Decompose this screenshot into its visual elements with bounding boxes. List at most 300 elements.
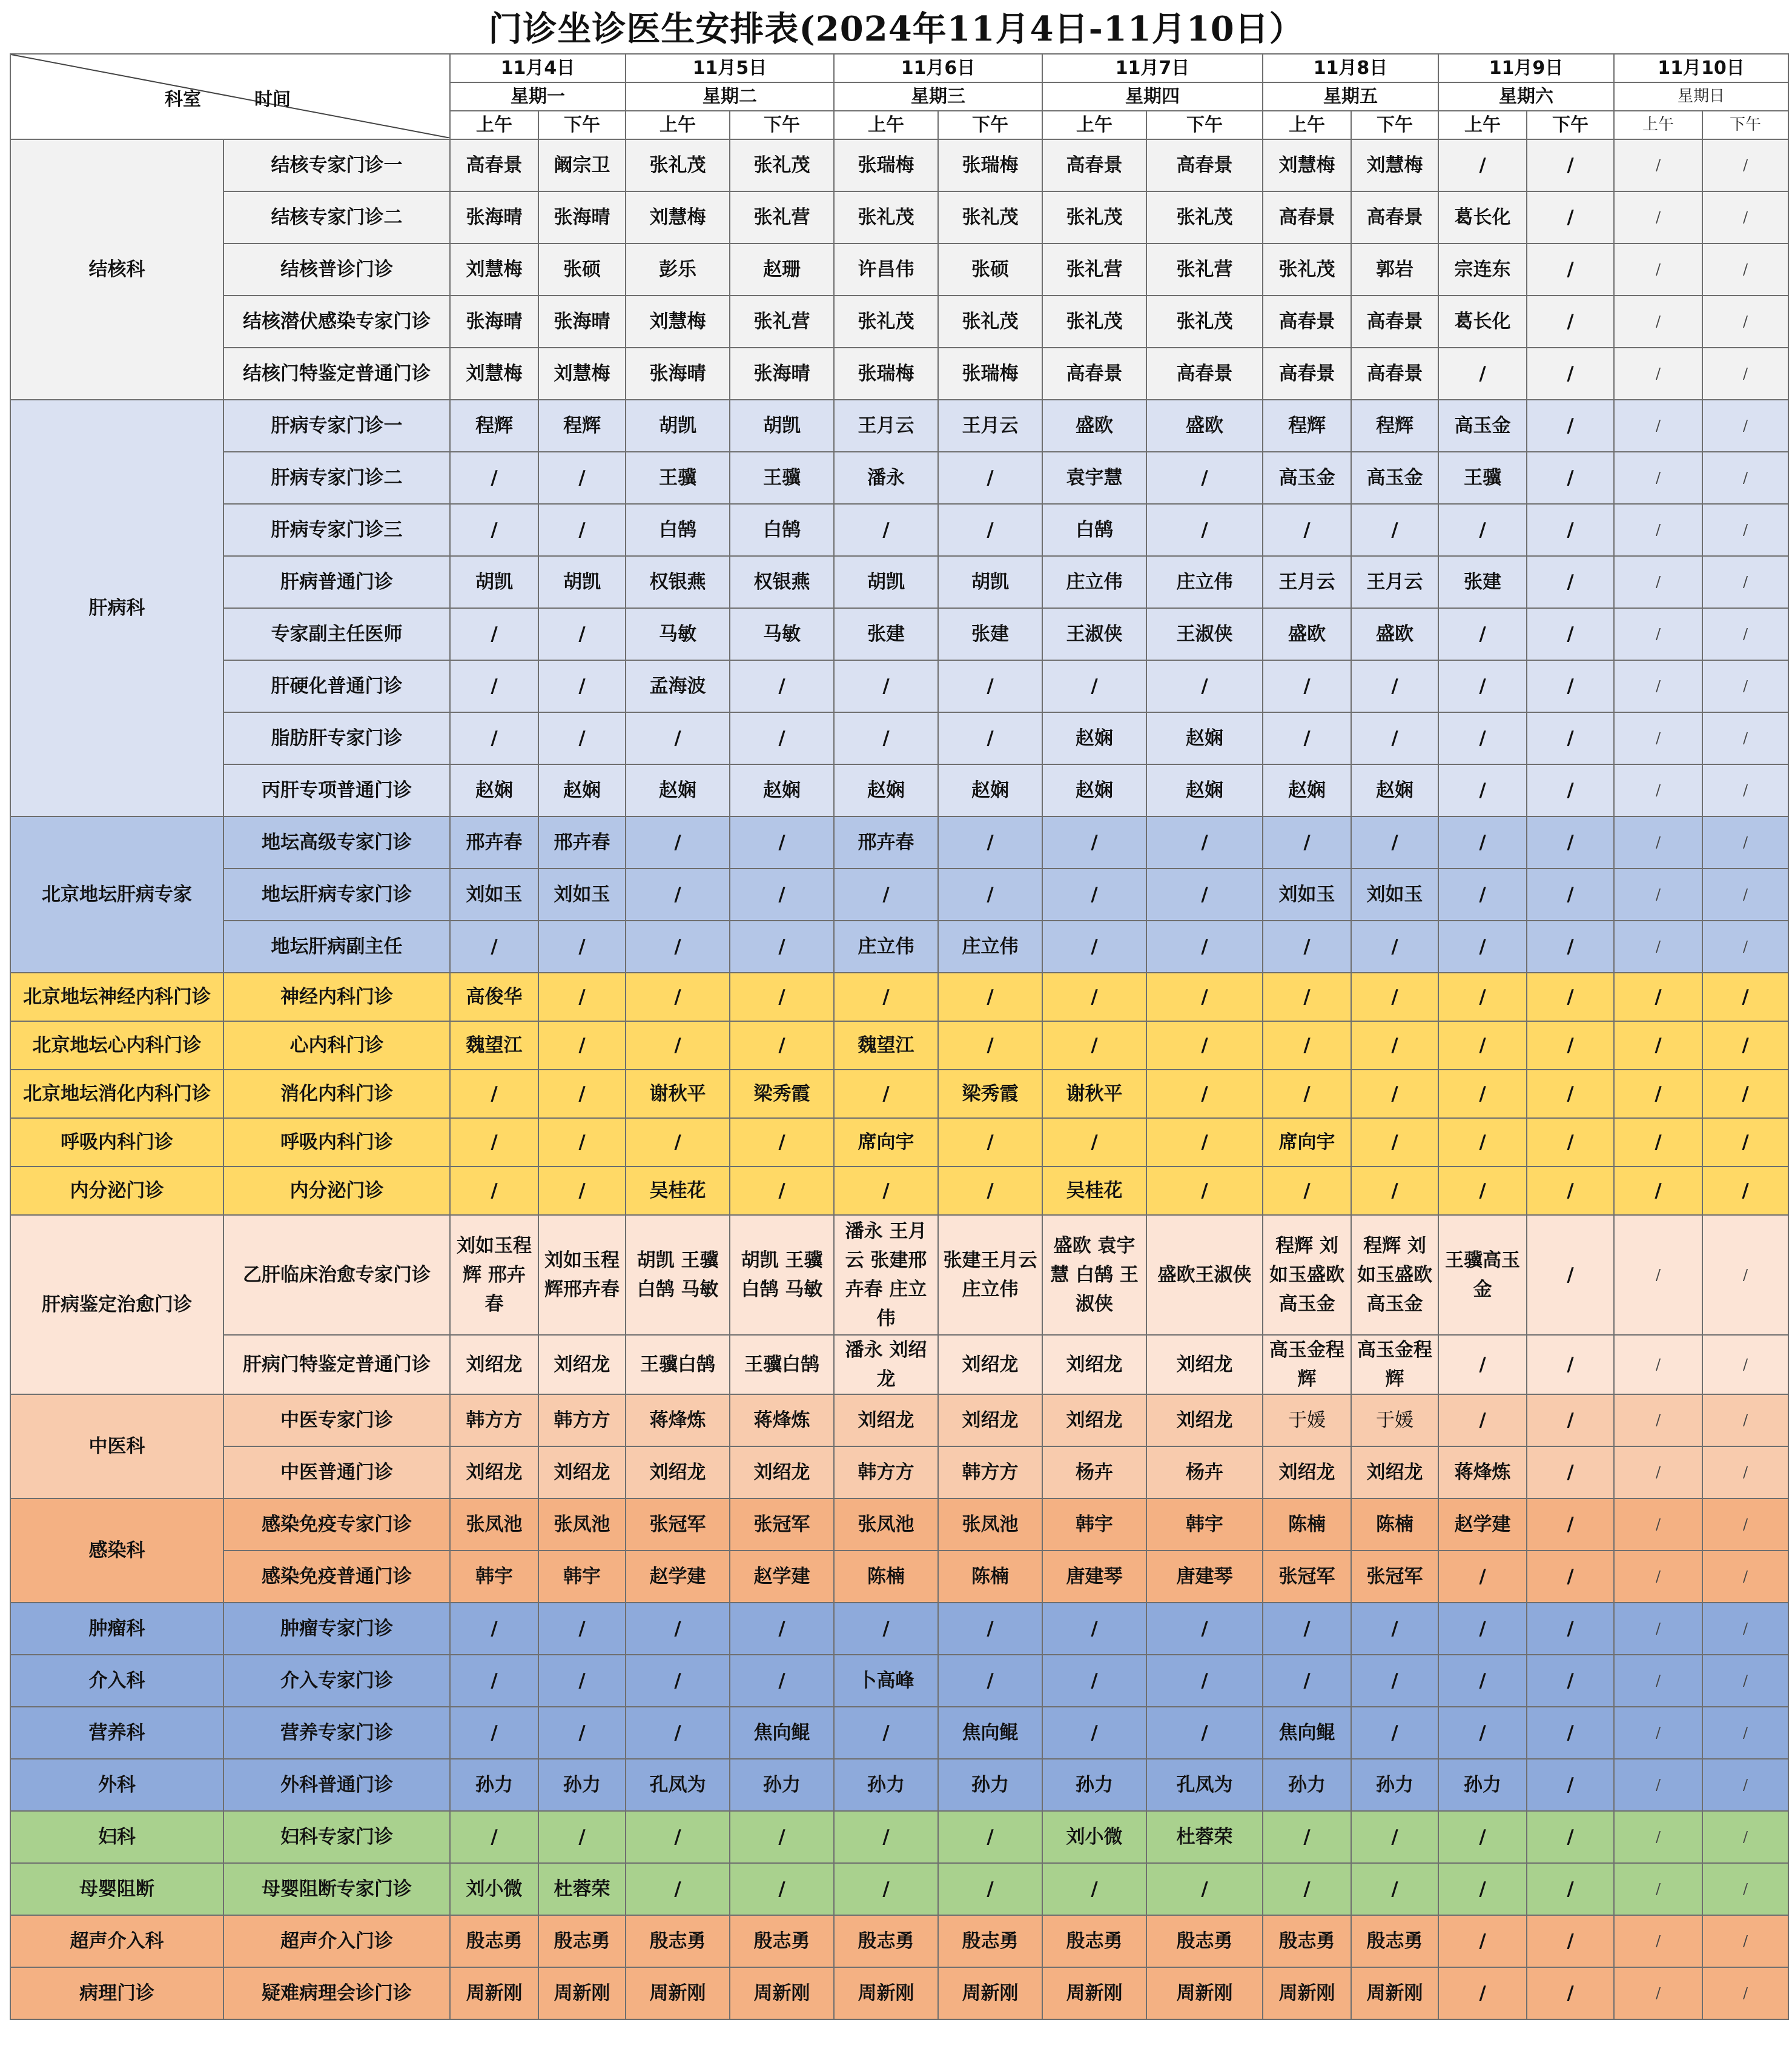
schedule-cell: 殷志勇 bbox=[730, 1915, 834, 1967]
department-cell: 肝病鉴定治愈门诊 bbox=[10, 1215, 223, 1394]
clinic-cell: 地坛肝病专家门诊 bbox=[223, 869, 450, 921]
schedule-cell: 赵珊 bbox=[730, 243, 834, 296]
schedule-cell: 王骥白鹄 bbox=[626, 1335, 730, 1394]
schedule-cell: / bbox=[538, 1811, 626, 1863]
schedule-cell: 席向宇 bbox=[834, 1118, 938, 1167]
schedule-cell: 孟海波 bbox=[626, 660, 730, 712]
schedule-cell: 孙力 bbox=[1263, 1759, 1351, 1811]
schedule-cell: 张礼茂 bbox=[834, 191, 938, 243]
header-weekday: 星期五 bbox=[1263, 82, 1438, 111]
schedule-cell: / bbox=[1527, 348, 1614, 400]
department-cell: 营养科 bbox=[10, 1707, 223, 1759]
schedule-cell: / bbox=[1702, 1863, 1788, 1915]
schedule-cell: / bbox=[1702, 296, 1788, 348]
clinic-cell: 介入专家门诊 bbox=[223, 1655, 450, 1707]
schedule-cell: / bbox=[1438, 1811, 1527, 1863]
schedule-cell: / bbox=[1614, 1603, 1702, 1655]
schedule-cell: 赵娴 bbox=[450, 764, 538, 816]
schedule-cell: 韩宇 bbox=[538, 1551, 626, 1603]
clinic-cell: 疑难病理会诊门诊 bbox=[223, 1967, 450, 2019]
schedule-cell: / bbox=[1438, 1707, 1527, 1759]
schedule-cell: 刘如玉 bbox=[450, 869, 538, 921]
schedule-cell: / bbox=[1527, 1498, 1614, 1551]
schedule-cell: 张建 bbox=[1438, 556, 1527, 608]
schedule-body bbox=[10, 54, 1788, 2019]
schedule-cell: 庄立伟 bbox=[1146, 556, 1263, 608]
schedule-cell: / bbox=[938, 1811, 1042, 1863]
clinic-cell: 超声介入门诊 bbox=[223, 1915, 450, 1967]
schedule-cell: / bbox=[1614, 764, 1702, 816]
schedule-cell: / bbox=[1527, 243, 1614, 296]
schedule-cell: / bbox=[1438, 1863, 1527, 1915]
schedule-cell: 张冠军 bbox=[730, 1498, 834, 1551]
schedule-cell: 周新刚 bbox=[1042, 1967, 1146, 2019]
schedule-cell: / bbox=[1527, 1446, 1614, 1498]
schedule-cell: 张凤池 bbox=[450, 1498, 538, 1551]
schedule-cell: 张海晴 bbox=[450, 191, 538, 243]
schedule-cell: / bbox=[1614, 712, 1702, 764]
schedule-cell: 张礼茂 bbox=[1263, 243, 1351, 296]
schedule-cell: 赵娴 bbox=[1351, 764, 1438, 816]
schedule-cell: / bbox=[1527, 1335, 1614, 1394]
schedule-cell: / bbox=[1042, 921, 1146, 973]
schedule-cell: / bbox=[1614, 1707, 1702, 1759]
department-cell: 北京地坛肝病专家 bbox=[10, 816, 223, 973]
schedule-cell: / bbox=[1702, 816, 1788, 869]
schedule-cell: / bbox=[626, 816, 730, 869]
schedule-cell: 邢卉春 bbox=[538, 816, 626, 869]
schedule-cell: 孙力 bbox=[450, 1759, 538, 1811]
schedule-cell: 周新刚 bbox=[450, 1967, 538, 2019]
table-row bbox=[10, 400, 1788, 452]
schedule-cell: / bbox=[938, 452, 1042, 504]
table-row bbox=[10, 1707, 1788, 1759]
schedule-cell: / bbox=[1527, 1655, 1614, 1707]
schedule-cell: 蒋烽炼 bbox=[730, 1394, 834, 1446]
table-row bbox=[10, 296, 1788, 348]
schedule-cell: / bbox=[1263, 1603, 1351, 1655]
schedule-cell: / bbox=[1614, 504, 1702, 556]
schedule-cell: / bbox=[1042, 1118, 1146, 1167]
clinic-cell: 心内科门诊 bbox=[223, 1021, 450, 1070]
schedule-cell: / bbox=[450, 1707, 538, 1759]
schedule-cell: / bbox=[1438, 1335, 1527, 1394]
schedule-cell: 刘如玉 bbox=[1263, 869, 1351, 921]
schedule-cell: / bbox=[1263, 816, 1351, 869]
department-cell: 内分泌门诊 bbox=[10, 1167, 223, 1215]
schedule-cell: / bbox=[834, 973, 938, 1021]
schedule-cell: 刘绍龙 bbox=[938, 1335, 1042, 1394]
department-cell: 外科 bbox=[10, 1759, 223, 1811]
clinic-cell: 神经内科门诊 bbox=[223, 973, 450, 1021]
table-row bbox=[10, 1446, 1788, 1498]
schedule-cell: 周新刚 bbox=[834, 1967, 938, 2019]
schedule-cell: / bbox=[1438, 608, 1527, 660]
schedule-cell: / bbox=[1438, 1967, 1527, 2019]
schedule-cell: 刘慧梅 bbox=[1263, 139, 1351, 191]
schedule-cell: / bbox=[1527, 400, 1614, 452]
schedule-cell: 阚宗卫 bbox=[538, 139, 626, 191]
header-date: 11月7日 bbox=[1042, 54, 1263, 82]
schedule-cell: 邢卉春 bbox=[450, 816, 538, 869]
schedule-cell: 刘慧梅 bbox=[626, 191, 730, 243]
schedule-cell: 殷志勇 bbox=[834, 1915, 938, 1967]
clinic-cell: 脂肪肝专家门诊 bbox=[223, 712, 450, 764]
schedule-cell: 刘如玉 bbox=[1351, 869, 1438, 921]
schedule-cell: / bbox=[730, 869, 834, 921]
schedule-cell: 葛长化 bbox=[1438, 191, 1527, 243]
schedule-cell: 张礼营 bbox=[1042, 243, 1146, 296]
header-am: 上午 bbox=[834, 111, 938, 139]
schedule-cell: / bbox=[1438, 869, 1527, 921]
schedule-cell: / bbox=[1614, 1498, 1702, 1551]
schedule-cell: / bbox=[1042, 1021, 1146, 1070]
schedule-cell: 白鹄 bbox=[730, 504, 834, 556]
schedule-cell: 张海晴 bbox=[450, 296, 538, 348]
department-cell: 肿瘤科 bbox=[10, 1603, 223, 1655]
header-pm: 下午 bbox=[1527, 111, 1614, 139]
schedule-cell: 胡凯 bbox=[450, 556, 538, 608]
header-weekday: 星期一 bbox=[450, 82, 626, 111]
schedule-cell: / bbox=[1527, 139, 1614, 191]
schedule-cell: / bbox=[626, 973, 730, 1021]
schedule-cell: / bbox=[538, 921, 626, 973]
schedule-cell: 赵学建 bbox=[730, 1551, 834, 1603]
schedule-cell: / bbox=[938, 1603, 1042, 1655]
clinic-cell: 肝硬化普通门诊 bbox=[223, 660, 450, 712]
schedule-cell: 刘绍龙 bbox=[730, 1446, 834, 1498]
schedule-cell: 刘绍龙 bbox=[626, 1446, 730, 1498]
table-row bbox=[10, 1863, 1788, 1915]
schedule-cell: / bbox=[1263, 1070, 1351, 1118]
schedule-cell: / bbox=[1146, 1603, 1263, 1655]
schedule-cell: 蒋烽炼 bbox=[626, 1394, 730, 1446]
schedule-cell: 张礼茂 bbox=[938, 191, 1042, 243]
schedule-cell: 高春景 bbox=[1351, 296, 1438, 348]
table-row bbox=[10, 191, 1788, 243]
schedule-cell: 盛欧 bbox=[1263, 608, 1351, 660]
department-cell: 介入科 bbox=[10, 1655, 223, 1707]
schedule-cell: 高春景 bbox=[1263, 348, 1351, 400]
department-cell: 中医科 bbox=[10, 1394, 223, 1498]
schedule-cell: 刘绍龙 bbox=[1146, 1335, 1263, 1394]
schedule-cell: / bbox=[450, 504, 538, 556]
header-row-dates bbox=[10, 54, 1788, 82]
schedule-cell: 刘如玉 bbox=[538, 869, 626, 921]
schedule-cell: / bbox=[1702, 764, 1788, 816]
schedule-cell: 程辉 刘如玉盛欧 高玉金 bbox=[1263, 1215, 1351, 1335]
schedule-cell: 孙力 bbox=[1351, 1759, 1438, 1811]
schedule-cell: 彭乐 bbox=[626, 243, 730, 296]
schedule-cell: / bbox=[1351, 1021, 1438, 1070]
schedule-cell: / bbox=[1527, 1118, 1614, 1167]
department-cell: 超声介入科 bbox=[10, 1915, 223, 1967]
schedule-cell: / bbox=[1146, 1167, 1263, 1215]
schedule-cell: / bbox=[538, 1707, 626, 1759]
schedule-cell: / bbox=[1702, 452, 1788, 504]
schedule-cell: 殷志勇 bbox=[450, 1915, 538, 1967]
schedule-cell: 袁宇慧 bbox=[1042, 452, 1146, 504]
schedule-cell: / bbox=[730, 973, 834, 1021]
schedule-cell: 刘绍龙 bbox=[450, 1446, 538, 1498]
schedule-cell: / bbox=[450, 1070, 538, 1118]
clinic-cell: 地坛高级专家门诊 bbox=[223, 816, 450, 869]
schedule-cell: / bbox=[1146, 504, 1263, 556]
schedule-cell: / bbox=[834, 1863, 938, 1915]
schedule-cell: / bbox=[1263, 1021, 1351, 1070]
schedule-cell: / bbox=[938, 1021, 1042, 1070]
schedule-cell: / bbox=[626, 921, 730, 973]
schedule-cell: / bbox=[1438, 1167, 1527, 1215]
schedule-cell: / bbox=[938, 504, 1042, 556]
schedule-cell: 唐建琴 bbox=[1146, 1551, 1263, 1603]
clinic-cell: 外科普通门诊 bbox=[223, 1759, 450, 1811]
schedule-cell: 张礼营 bbox=[1146, 243, 1263, 296]
schedule-cell: 韩方方 bbox=[538, 1394, 626, 1446]
schedule-cell: / bbox=[1263, 660, 1351, 712]
table-row bbox=[10, 1394, 1788, 1446]
header-am: 上午 bbox=[1614, 111, 1702, 139]
schedule-cell: 王骥 bbox=[730, 452, 834, 504]
schedule-cell: / bbox=[1614, 1215, 1702, 1335]
schedule-cell: / bbox=[538, 1603, 626, 1655]
header-date: 11月9日 bbox=[1438, 54, 1614, 82]
table-row bbox=[10, 1603, 1788, 1655]
schedule-cell: / bbox=[1702, 1655, 1788, 1707]
schedule-cell: 高春景 bbox=[1351, 191, 1438, 243]
schedule-cell: / bbox=[1351, 921, 1438, 973]
schedule-cell: 程辉 bbox=[538, 400, 626, 452]
schedule-cell: / bbox=[626, 869, 730, 921]
schedule-cell: 程辉 刘如玉盛欧 高玉金 bbox=[1351, 1215, 1438, 1335]
schedule-cell: 张建 bbox=[938, 608, 1042, 660]
schedule-cell: / bbox=[1702, 1759, 1788, 1811]
schedule-cell: 王骥白鹄 bbox=[730, 1335, 834, 1394]
schedule-cell: / bbox=[1614, 973, 1702, 1021]
schedule-cell: / bbox=[1527, 608, 1614, 660]
schedule-cell: 盛欧王淑侠 bbox=[1146, 1215, 1263, 1335]
schedule-cell: 刘绍龙 bbox=[450, 1335, 538, 1394]
schedule-cell: 赵娴 bbox=[730, 764, 834, 816]
schedule-cell: / bbox=[1351, 1070, 1438, 1118]
schedule-cell: / bbox=[1702, 556, 1788, 608]
schedule-cell: 郭岩 bbox=[1351, 243, 1438, 296]
schedule-cell: 殷志勇 bbox=[1351, 1915, 1438, 1967]
department-cell: 北京地坛消化内科门诊 bbox=[10, 1070, 223, 1118]
table-row bbox=[10, 608, 1788, 660]
schedule-cell: / bbox=[1042, 1863, 1146, 1915]
schedule-cell: 盛欧 bbox=[1351, 608, 1438, 660]
schedule-cell: / bbox=[1527, 452, 1614, 504]
schedule-cell: 胡凯 bbox=[730, 400, 834, 452]
schedule-cell: / bbox=[1614, 1021, 1702, 1070]
schedule-cell: / bbox=[834, 1707, 938, 1759]
schedule-cell: 刘绍龙 bbox=[1042, 1335, 1146, 1394]
schedule-cell: 孙力 bbox=[538, 1759, 626, 1811]
clinic-cell: 中医普通门诊 bbox=[223, 1446, 450, 1498]
schedule-cell: 胡凯 王骥白鹄 马敏 bbox=[730, 1215, 834, 1335]
schedule-cell: 梁秀霞 bbox=[730, 1070, 834, 1118]
schedule-cell: / bbox=[1614, 1759, 1702, 1811]
schedule-cell: 程辉 bbox=[1351, 400, 1438, 452]
schedule-cell: / bbox=[1146, 816, 1263, 869]
schedule-cell: / bbox=[538, 452, 626, 504]
header-pm: 下午 bbox=[938, 111, 1042, 139]
schedule-cell: / bbox=[538, 1070, 626, 1118]
table-row bbox=[10, 1811, 1788, 1863]
schedule-cell: 刘绍龙 bbox=[1351, 1446, 1438, 1498]
schedule-cell: 陈楠 bbox=[938, 1551, 1042, 1603]
schedule-cell: / bbox=[834, 869, 938, 921]
schedule-cell: 张硕 bbox=[538, 243, 626, 296]
schedule-cell: 庄立伟 bbox=[1042, 556, 1146, 608]
schedule-cell: 潘永 王月云 张建邢卉春 庄立伟 bbox=[834, 1215, 938, 1335]
schedule-cell: / bbox=[538, 1021, 626, 1070]
clinic-cell: 结核专家门诊一 bbox=[223, 139, 450, 191]
schedule-cell: 高玉金 bbox=[1351, 452, 1438, 504]
schedule-cell: / bbox=[1146, 1070, 1263, 1118]
schedule-cell: 王骥 bbox=[1438, 452, 1527, 504]
table-row bbox=[10, 816, 1788, 869]
schedule-cell: / bbox=[626, 1707, 730, 1759]
schedule-cell: 杜蓉荣 bbox=[1146, 1811, 1263, 1863]
schedule-cell: 张礼营 bbox=[730, 191, 834, 243]
schedule-cell: / bbox=[1527, 660, 1614, 712]
clinic-cell: 结核普诊门诊 bbox=[223, 243, 450, 296]
schedule-cell: / bbox=[626, 1021, 730, 1070]
department-cell: 结核科 bbox=[10, 139, 223, 400]
schedule-cell: 孙力 bbox=[1438, 1759, 1527, 1811]
schedule-cell: / bbox=[1614, 1863, 1702, 1915]
schedule-cell: 魏望江 bbox=[834, 1021, 938, 1070]
schedule-cell: / bbox=[1042, 869, 1146, 921]
schedule-cell: / bbox=[1438, 712, 1527, 764]
clinic-cell: 肝病专家门诊三 bbox=[223, 504, 450, 556]
schedule-cell: 梁秀霞 bbox=[938, 1070, 1042, 1118]
schedule-cell: / bbox=[1702, 973, 1788, 1021]
schedule-cell: / bbox=[1351, 816, 1438, 869]
schedule-cell: 张礼茂 bbox=[626, 139, 730, 191]
schedule-cell: / bbox=[626, 1811, 730, 1863]
schedule-cell: 韩方方 bbox=[834, 1446, 938, 1498]
table-row bbox=[10, 1967, 1788, 2019]
schedule-cell: / bbox=[626, 1118, 730, 1167]
schedule-cell: / bbox=[1527, 764, 1614, 816]
schedule-cell: / bbox=[730, 660, 834, 712]
header-pm: 下午 bbox=[538, 111, 626, 139]
schedule-cell: / bbox=[1438, 1603, 1527, 1655]
schedule-cell: / bbox=[538, 608, 626, 660]
schedule-cell: / bbox=[730, 1603, 834, 1655]
schedule-cell: / bbox=[1146, 1863, 1263, 1915]
schedule-cell: / bbox=[1702, 1967, 1788, 2019]
clinic-cell: 消化内科门诊 bbox=[223, 1070, 450, 1118]
schedule-cell: / bbox=[1614, 1118, 1702, 1167]
schedule-cell: / bbox=[1614, 400, 1702, 452]
clinic-cell: 肝病门特鉴定普通门诊 bbox=[223, 1335, 450, 1394]
schedule-cell: 刘慧梅 bbox=[450, 348, 538, 400]
schedule-cell: 高春景 bbox=[450, 139, 538, 191]
schedule-cell: 高春景 bbox=[1263, 296, 1351, 348]
schedule-cell: 谢秋平 bbox=[626, 1070, 730, 1118]
schedule-cell: 谢秋平 bbox=[1042, 1070, 1146, 1118]
header-pm: 下午 bbox=[1351, 111, 1438, 139]
table-row bbox=[10, 712, 1788, 764]
schedule-cell: 赵娴 bbox=[834, 764, 938, 816]
table-row bbox=[10, 869, 1788, 921]
schedule-cell: 高春景 bbox=[1146, 348, 1263, 400]
schedule-cell: / bbox=[1146, 1655, 1263, 1707]
schedule-cell: 高春景 bbox=[1146, 139, 1263, 191]
schedule-cell: 孔凤为 bbox=[626, 1759, 730, 1811]
schedule-cell: / bbox=[1527, 1707, 1614, 1759]
schedule-cell: / bbox=[1351, 1707, 1438, 1759]
table-row bbox=[10, 660, 1788, 712]
schedule-cell: 于媛 bbox=[1351, 1394, 1438, 1446]
schedule-cell: / bbox=[1527, 1070, 1614, 1118]
schedule-cell: / bbox=[1527, 1863, 1614, 1915]
schedule-cell: 张海晴 bbox=[538, 296, 626, 348]
schedule-cell: 赵娴 bbox=[1263, 764, 1351, 816]
table-row bbox=[10, 1167, 1788, 1215]
schedule-cell: 张凤池 bbox=[538, 1498, 626, 1551]
schedule-cell: 潘永 刘绍龙 bbox=[834, 1335, 938, 1394]
department-cell: 北京地坛心内科门诊 bbox=[10, 1021, 223, 1070]
schedule-cell: 刘小微 bbox=[450, 1863, 538, 1915]
schedule-cell: 张冠军 bbox=[626, 1498, 730, 1551]
schedule-cell: 盛欧 bbox=[1146, 400, 1263, 452]
schedule-cell: / bbox=[538, 1118, 626, 1167]
schedule-cell: / bbox=[1042, 660, 1146, 712]
schedule-cell: 刘绍龙 bbox=[1263, 1446, 1351, 1498]
schedule-cell: / bbox=[1702, 1811, 1788, 1863]
table-row bbox=[10, 1759, 1788, 1811]
schedule-cell: 刘慧梅 bbox=[450, 243, 538, 296]
schedule-cell: 高春景 bbox=[1042, 348, 1146, 400]
schedule-cell: 刘绍龙 bbox=[834, 1394, 938, 1446]
schedule-cell: 刘如玉程辉 邢卉春 bbox=[450, 1215, 538, 1335]
table-row bbox=[10, 1335, 1788, 1394]
schedule-cell: / bbox=[1438, 816, 1527, 869]
schedule-cell: / bbox=[1438, 1551, 1527, 1603]
schedule-cell: / bbox=[834, 660, 938, 712]
schedule-cell: / bbox=[834, 504, 938, 556]
header-weekday: 星期日 bbox=[1614, 82, 1788, 111]
schedule-cell: 周新刚 bbox=[1146, 1967, 1263, 2019]
schedule-cell: 权银燕 bbox=[626, 556, 730, 608]
schedule-cell: / bbox=[1042, 816, 1146, 869]
schedule-cell: / bbox=[450, 1655, 538, 1707]
schedule-cell: / bbox=[1702, 1498, 1788, 1551]
header-date: 11月6日 bbox=[834, 54, 1042, 82]
schedule-cell: / bbox=[1702, 1167, 1788, 1215]
schedule-cell: 卜高峰 bbox=[834, 1655, 938, 1707]
schedule-cell: / bbox=[450, 452, 538, 504]
schedule-cell: / bbox=[1146, 452, 1263, 504]
schedule-cell: / bbox=[1702, 1394, 1788, 1446]
schedule-cell: / bbox=[1702, 191, 1788, 243]
schedule-cell: / bbox=[730, 921, 834, 973]
schedule-cell: / bbox=[450, 712, 538, 764]
schedule-cell: 张礼茂 bbox=[1146, 191, 1263, 243]
schedule-cell: 赵学建 bbox=[1438, 1498, 1527, 1551]
schedule-cell: 张建 bbox=[834, 608, 938, 660]
schedule-cell: 于媛 bbox=[1263, 1394, 1351, 1446]
schedule-cell: 权银燕 bbox=[730, 556, 834, 608]
schedule-cell: / bbox=[938, 973, 1042, 1021]
schedule-cell: 张冠军 bbox=[1263, 1551, 1351, 1603]
schedule-cell: / bbox=[1614, 348, 1702, 400]
